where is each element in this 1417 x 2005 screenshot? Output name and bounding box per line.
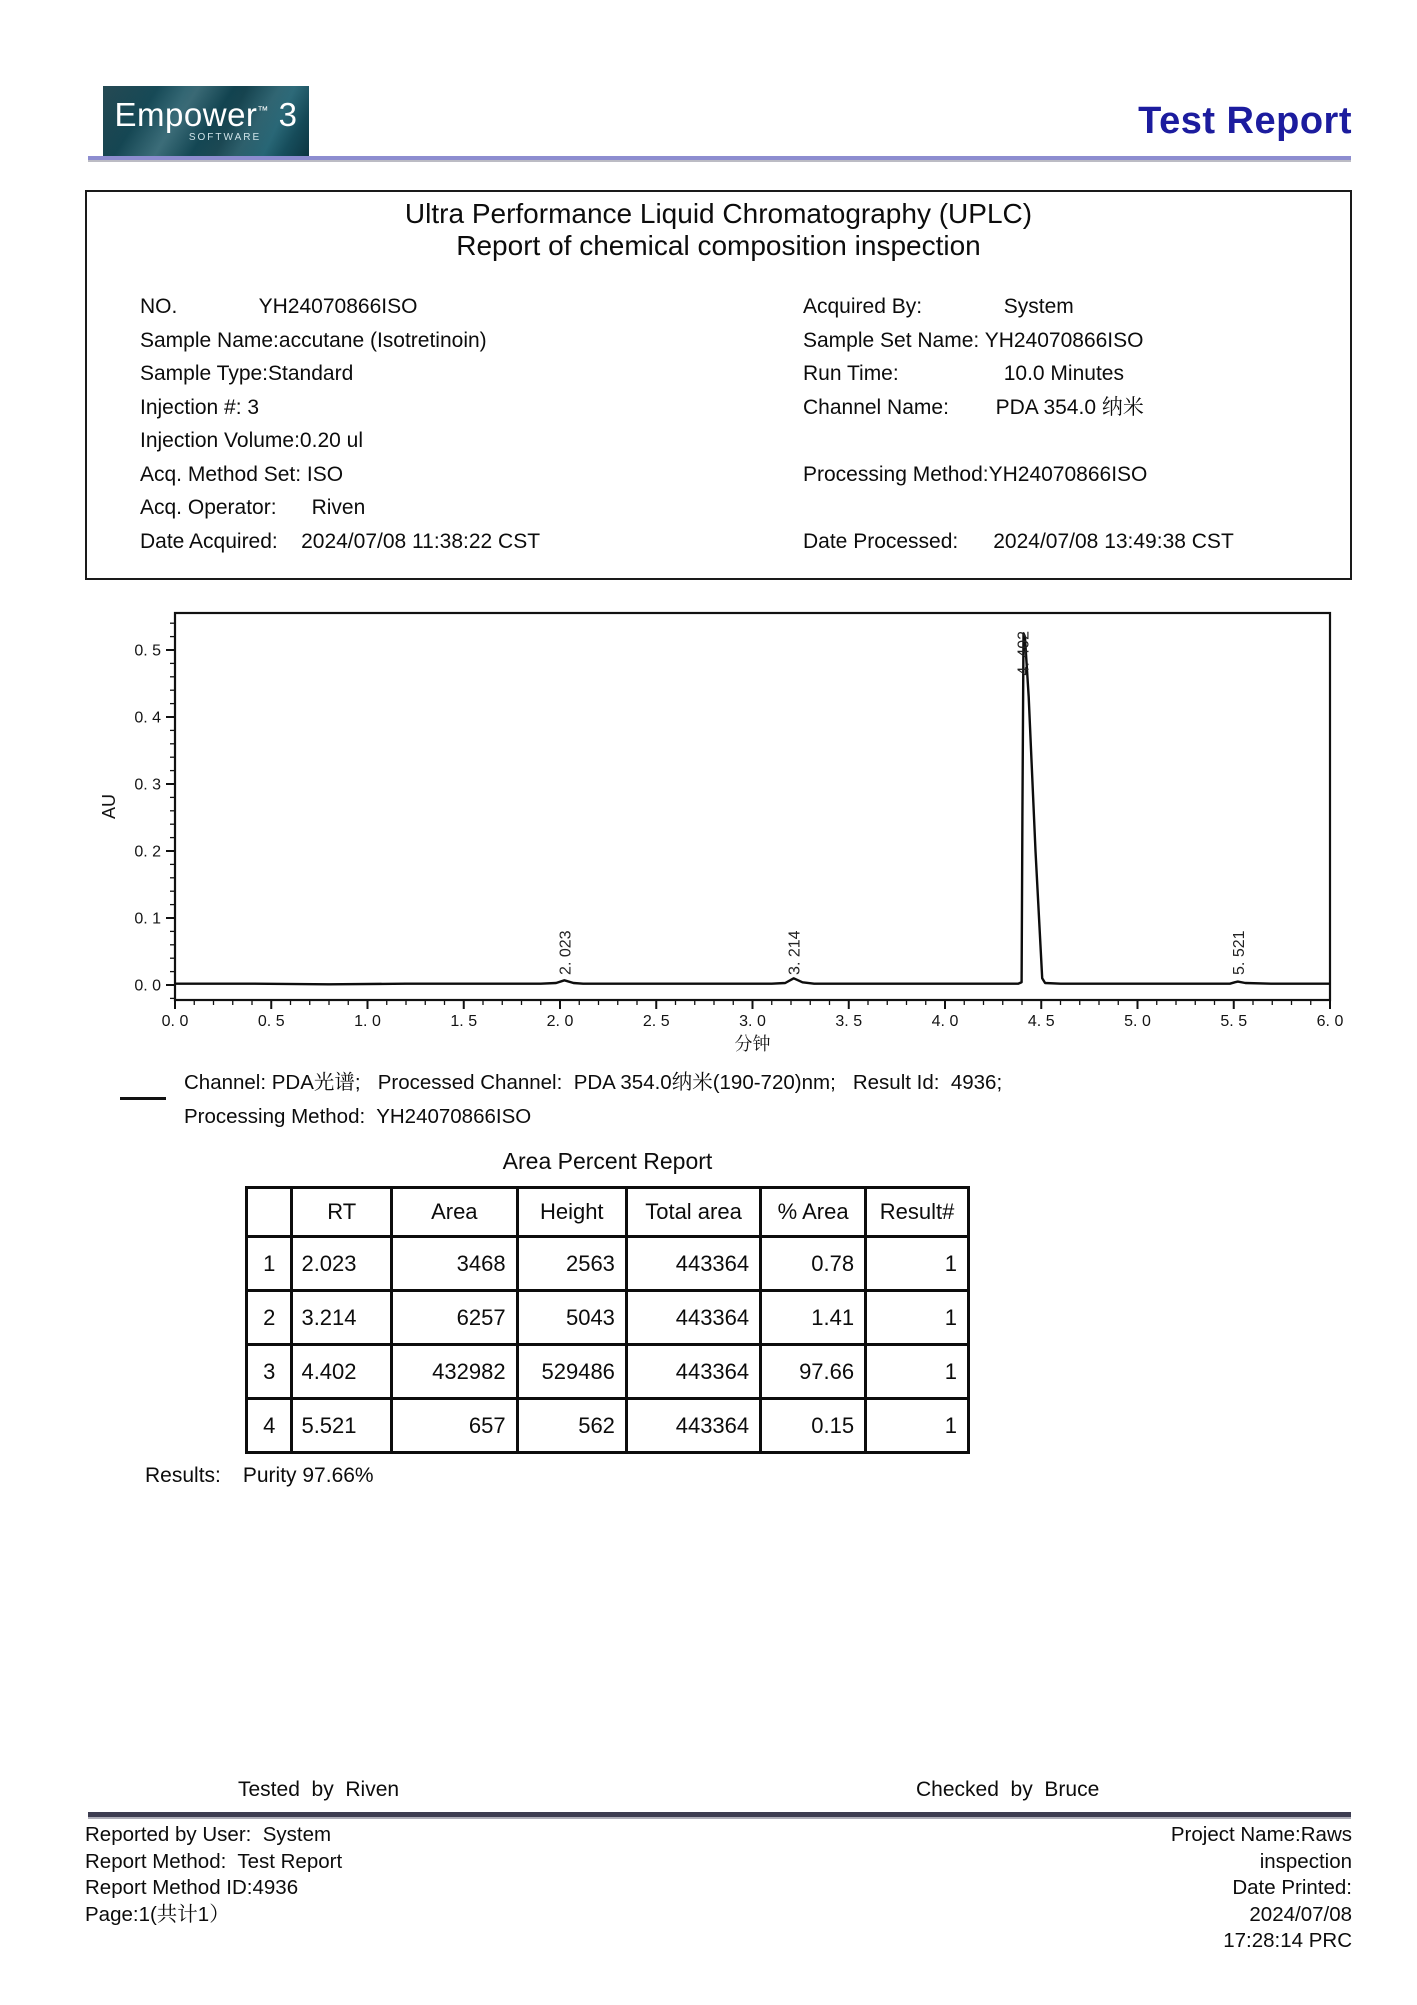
area-table-row — [247, 1291, 969, 1345]
legend-line-swatch — [120, 1097, 166, 1100]
legend-line-1: Channel: PDA光谱; Processed Channel: PDA 354.0纳米(190-720)nm; Result Id: 4936; — [184, 1071, 1003, 1094]
text-line: Sample Type:Standard — [140, 362, 354, 385]
area-table-cell: 4 — [247, 1399, 292, 1453]
footer-left — [85, 1822, 342, 1928]
peak-rt-label: 4. 402 — [1015, 630, 1033, 676]
x-tick-label: 5. 5 — [1220, 1013, 1248, 1030]
text-line — [803, 424, 1234, 458]
chromatogram-svg — [85, 598, 1355, 1076]
text-line: Acq. Method Set: ISO — [140, 462, 344, 486]
results-label: Results: — [145, 1464, 221, 1487]
x-tick-label: 1. 5 — [450, 1013, 478, 1030]
area-table-cell: 2 — [247, 1291, 292, 1345]
text-line: Date Acquired: 2024/07/08 11:38:22 CST — [140, 529, 541, 553]
y-tick-label: 0. 3 — [134, 776, 161, 794]
area-table-cell: 443364 — [626, 1345, 760, 1399]
area-table-cell: 1 — [866, 1237, 969, 1291]
area-table-row — [247, 1237, 969, 1291]
text-line: Channel Name: PDA 354.0 纳米 — [803, 395, 1144, 419]
area-table-cell: 5.521 — [292, 1399, 392, 1453]
x-tick-label: 5. 0 — [1124, 1013, 1151, 1030]
x-tick-label: 3. 0 — [739, 1013, 766, 1030]
text-line: Page:1(共计1） — [85, 1902, 230, 1926]
peak-rt-label: 5. 521 — [1230, 930, 1248, 975]
x-tick-label: 4. 5 — [1027, 1013, 1055, 1030]
x-tick-label: 0. 5 — [257, 1013, 285, 1030]
area-table-row — [247, 1345, 969, 1399]
area-table-header-cell: RT — [292, 1188, 392, 1237]
report-title-line-2: Report of chemical composition inspection — [456, 230, 981, 261]
area-table-cell: 1 — [866, 1345, 969, 1399]
empower-logo — [103, 86, 309, 160]
text-line: Report Method: Test Report — [85, 1849, 343, 1873]
area-table-cell: 1.41 — [761, 1291, 866, 1345]
x-tick-label: 2. 5 — [642, 1013, 670, 1030]
y-tick-label: 0. 5 — [134, 642, 161, 660]
text-line: Date Printed: — [1232, 1876, 1352, 1900]
footer-divider — [88, 1812, 1351, 1817]
empower-logo-text: Empower™ 3 — [114, 96, 298, 133]
area-table-cell: 443364 — [626, 1237, 760, 1291]
text-line: Sample Set Name: YH24070866ISO — [803, 328, 1144, 352]
area-table-cell: 562 — [517, 1399, 626, 1453]
area-table-cell: 5043 — [517, 1291, 626, 1345]
x-tick-label: 1. 0 — [354, 1013, 381, 1030]
area-table-cell: 3.214 — [292, 1291, 392, 1345]
text-line: Report Method ID:4936 — [85, 1876, 299, 1900]
x-tick-label: 0. 0 — [161, 1013, 189, 1030]
empower-logo-subtitle: SOFTWARE — [188, 132, 262, 143]
text-line: 17:28:14 PRC — [1223, 1929, 1352, 1953]
report-title-line-1: Ultra Performance Liquid Chromatography (UPLC) — [404, 198, 1033, 229]
area-table-cell: 97.66 — [761, 1345, 866, 1399]
area-table-header-cell: Total area — [626, 1188, 760, 1237]
text-line: inspection — [1259, 1849, 1352, 1873]
x-axis-title: 分钟 — [734, 1034, 771, 1054]
area-table-header-cell: Area — [392, 1188, 518, 1237]
x-tick-label: 6. 0 — [1316, 1013, 1344, 1030]
x-tick-label: 3. 5 — [835, 1013, 863, 1030]
signature-checked-by: Checked by Bruce — [916, 1778, 1100, 1801]
text-line: NO. YH24070866ISO — [140, 295, 418, 318]
area-table-cell: 6257 — [392, 1291, 518, 1345]
y-tick-label: 0. 1 — [134, 910, 161, 928]
text-line: Processing Method:YH24070866ISO — [803, 462, 1148, 486]
area-table-cell: 3468 — [392, 1237, 518, 1291]
text-line: Reported by User: System — [85, 1823, 332, 1846]
area-table-row — [247, 1399, 969, 1453]
text-line: 2024/07/08 — [1249, 1902, 1352, 1926]
area-table-body — [247, 1237, 969, 1453]
peak-rt-label: 3. 214 — [786, 930, 804, 975]
text-line: Date Processed: 2024/07/08 13:49:38 CST — [803, 529, 1234, 553]
info-right-column — [803, 290, 1234, 558]
info-left-column — [140, 290, 540, 558]
chromatogram — [85, 598, 1355, 1076]
peak-rt-label: 2. 023 — [557, 930, 575, 975]
area-table-cell: 3 — [247, 1345, 292, 1399]
area-table-cell: 443364 — [626, 1291, 760, 1345]
area-table-cell: 1 — [866, 1291, 969, 1345]
y-tick-label: 0. 0 — [134, 977, 161, 995]
area-table-header-cell: % Area — [761, 1188, 866, 1237]
header-divider — [88, 156, 1351, 160]
area-table-header-cell: Height — [517, 1188, 626, 1237]
text-line: Sample Name:accutane (Isotretinoin) — [140, 328, 487, 352]
text-line: Acq. Operator: Riven — [140, 496, 366, 519]
area-table-cell: 0.78 — [761, 1237, 866, 1291]
area-table-header-cell — [247, 1188, 292, 1237]
text-line — [803, 491, 1234, 525]
y-tick-label: 0. 2 — [134, 843, 161, 861]
area-report-table — [245, 1186, 970, 1454]
y-axis-title: AU — [99, 793, 119, 820]
footer-right — [1171, 1822, 1352, 1955]
x-tick-label: 2. 0 — [546, 1013, 574, 1030]
text-line: Run Time: 10.0 Minutes — [803, 362, 1124, 385]
text-line: Acquired By: System — [803, 295, 1074, 318]
area-table-header-row — [247, 1188, 969, 1237]
area-table-cell: 2.023 — [292, 1237, 392, 1291]
area-table-cell: 432982 — [392, 1345, 518, 1399]
trademark-symbol: ™ — [257, 105, 269, 117]
chart-legend — [120, 1066, 1002, 1134]
area-table-cell: 529486 — [517, 1345, 626, 1399]
area-table-cell: 1 — [866, 1399, 969, 1453]
area-table-cell: 4.402 — [292, 1345, 392, 1399]
legend-line-2: Processing Method: YH24070866ISO — [184, 1105, 532, 1128]
results-line — [145, 1464, 374, 1488]
plot-frame — [175, 613, 1330, 1000]
y-tick-label: 0. 4 — [134, 709, 161, 727]
text-line: Project Name:Raws — [1170, 1823, 1352, 1846]
area-table-cell: 443364 — [626, 1399, 760, 1453]
area-report-title: Area Percent Report — [502, 1148, 713, 1174]
sample-info-box — [85, 190, 1352, 580]
page-title: Test Report — [1138, 100, 1352, 142]
signature-tested-by: Tested by Riven — [238, 1778, 400, 1801]
chromatogram-trace — [175, 630, 1330, 984]
area-table-header-cell: Result# — [866, 1188, 969, 1237]
text-line: Injection Volume:0.20 ul — [140, 429, 363, 452]
area-table-cell: 1 — [247, 1237, 292, 1291]
text-line: Injection #: 3 — [140, 395, 260, 419]
x-tick-label: 4. 0 — [931, 1013, 959, 1030]
area-table-cell: 657 — [392, 1399, 518, 1453]
results-value: Purity 97.66% — [242, 1464, 374, 1487]
area-table-cell: 0.15 — [761, 1399, 866, 1453]
area-table-cell: 2563 — [517, 1237, 626, 1291]
